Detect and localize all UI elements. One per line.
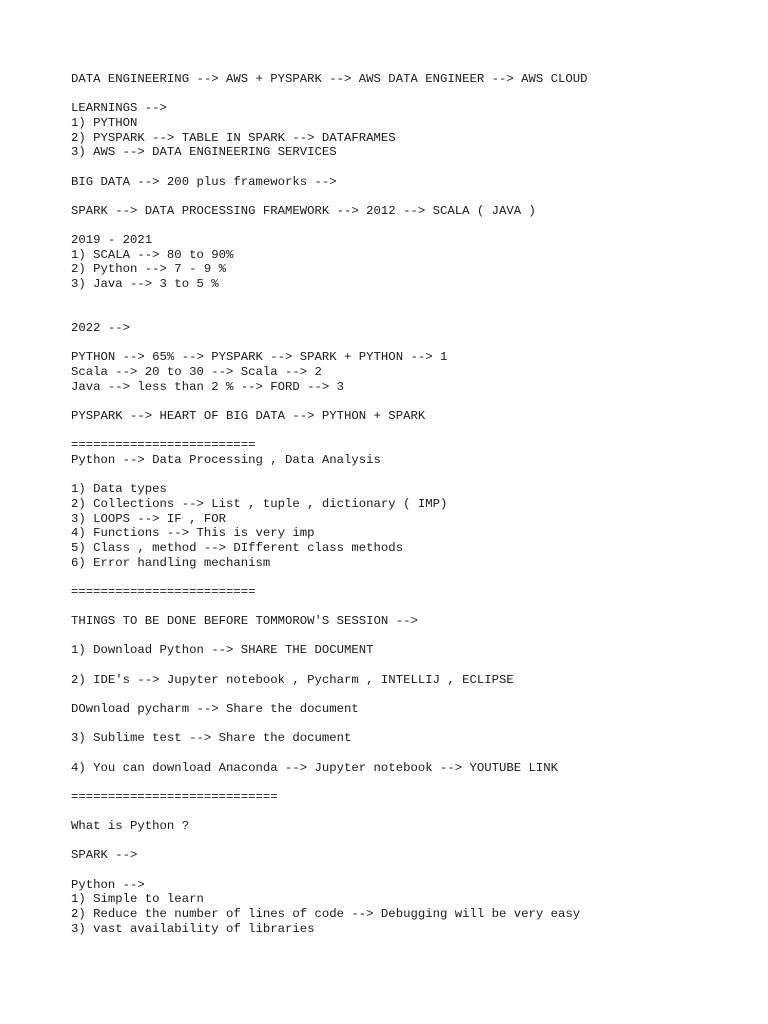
document-line: SPARK --> [71, 848, 138, 863]
document-line: 2) IDE's --> Jupyter notebook , Pycharm , INTELLIJ , ECLIPSE [71, 672, 514, 687]
document-line: 2) Python --> 7 - 9 % [71, 262, 226, 277]
document-line: Python --> Data Processing , Data Analysis [71, 452, 381, 467]
blank-line [71, 863, 751, 878]
document-line: 6) Error handling mechanism [71, 555, 271, 570]
blank-line [71, 599, 751, 614]
document-line: 1) PYTHON [71, 115, 138, 130]
document-line: What is Python ? [71, 819, 190, 834]
blank-line [71, 687, 751, 702]
document-line: 2022 --> [71, 321, 131, 336]
document-line: PYTHON --> 65% --> PYSPARK --> SPARK + PYTHON --> 1 [71, 350, 448, 365]
document-line: Scala --> 20 to 30 --> Scala --> 2 [71, 365, 322, 380]
document-line: 1) Download Python --> SHARE THE DOCUMENT [71, 643, 374, 658]
document-line: 3) vast availability of libraries [71, 921, 315, 936]
document-line: 1) Simple to learn [71, 892, 204, 907]
document-line: 3) Sublime test --> Share the document [71, 731, 352, 746]
document-line: BIG DATA --> 200 plus frameworks --> [71, 174, 337, 189]
document-text [71, 72, 751, 936]
document-line: 2) Collections --> List , tuple , dictionary ( IMP) [71, 496, 448, 511]
document-line: LEARNINGS --> [71, 101, 167, 116]
blank-line [71, 629, 751, 644]
blank-line [71, 189, 751, 204]
blank-line [71, 306, 751, 321]
document-line: 4) Functions --> This is very imp [71, 526, 315, 541]
blank-line [71, 658, 751, 673]
blank-line [71, 160, 751, 175]
document-line: 2) Reduce the number of lines of code --> Debugging will be very easy [71, 907, 581, 922]
blank-line [71, 292, 751, 307]
document-line: 2019 - 2021 [71, 233, 153, 248]
blank-line [71, 805, 751, 820]
document-line: 5) Class , method --> DIfferent class methods [71, 540, 404, 555]
blank-line [71, 717, 751, 732]
blank-line [71, 336, 751, 351]
document-line: 3) Java --> 3 to 5 % [71, 277, 219, 292]
blank-line [71, 570, 751, 585]
blank-line [71, 219, 751, 234]
blank-line [71, 746, 751, 761]
document-line: 1) Data types [71, 482, 167, 497]
document-line: 1) SCALA --> 80 to 90% [71, 247, 234, 262]
document-line: ============================ [71, 789, 278, 804]
document-line: ========================= [71, 438, 256, 453]
blank-line [71, 394, 751, 409]
document-line: Java --> less than 2 % --> FORD --> 3 [71, 379, 345, 394]
document-line: DOwnload pycharm --> Share the document [71, 701, 359, 716]
blank-line [71, 424, 751, 439]
document-line: 3) LOOPS --> IF , FOR [71, 511, 226, 526]
blank-line [71, 834, 751, 849]
blank-line [71, 468, 751, 483]
document-line: DATA ENGINEERING --> AWS + PYSPARK --> AWS DATA ENGINEER --> AWS CLOUD [71, 72, 588, 86]
document-line: 4) You can download Anaconda --> Jupyter notebook --> YOUTUBE LINK [71, 760, 559, 775]
document-line: Python --> [71, 877, 145, 892]
document-line: 2) PYSPARK --> TABLE IN SPARK --> DATAFRAMES [71, 130, 396, 145]
document-line: SPARK --> DATA PROCESSING FRAMEWORK --> 2012 --> SCALA ( JAVA ) [71, 203, 536, 218]
blank-line [71, 87, 751, 102]
blank-line [71, 775, 751, 790]
document-line: 3) AWS --> DATA ENGINEERING SERVICES [71, 145, 337, 160]
document-line: THINGS TO BE DONE BEFORE TOMMOROW'S SESSION --> [71, 614, 418, 629]
document-line: PYSPARK --> HEART OF BIG DATA --> PYTHON + SPARK [71, 408, 426, 423]
document-line: ========================= [71, 584, 256, 599]
